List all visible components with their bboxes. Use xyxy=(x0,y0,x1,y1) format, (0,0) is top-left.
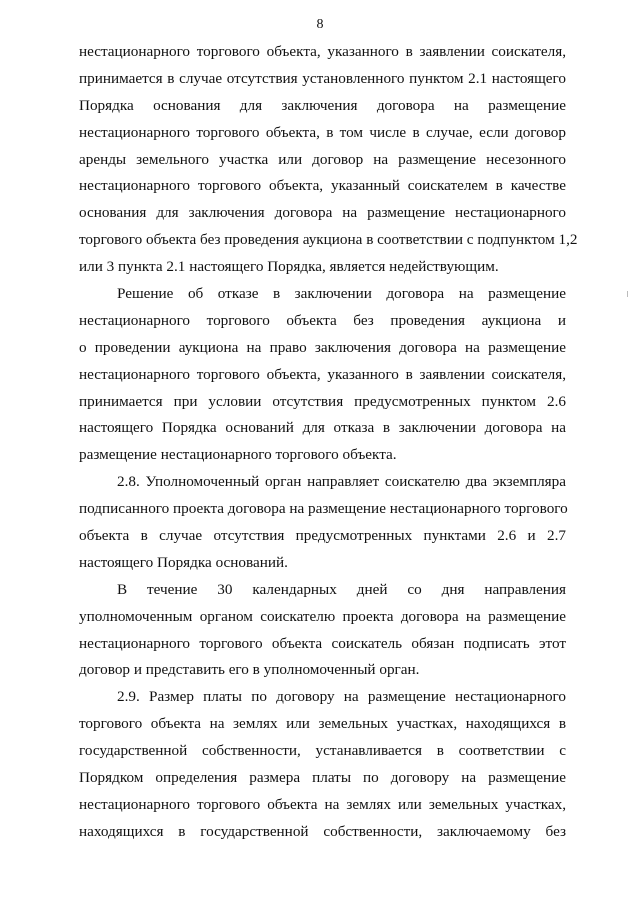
text-line: размещение нестационарного торгового объекта. xyxy=(79,446,397,464)
document-body xyxy=(79,39,578,846)
paragraph-1 xyxy=(79,39,578,281)
text-line: объекта в случае отсутствия предусмотренных пунктами 2.6 и 2.7 xyxy=(79,527,566,545)
text-line: торгового объекта без проведения аукциона в соответствии с подпунктом 1,2 xyxy=(79,231,578,249)
text-line: уполномоченным органом соискателю проекта договора на размещение xyxy=(79,607,566,625)
text-line: договор и представить его в уполномоченный орган. xyxy=(79,661,420,679)
paragraph-3 xyxy=(79,469,566,577)
text-line: 2.9. Размер платы по договору на размещение нестационарного xyxy=(117,688,566,706)
text-line: торгового объекта на землях или земельных участках, находящихся в xyxy=(79,715,566,733)
text-line: нестационарного торгового объекта, указанный соискателем в качестве xyxy=(79,177,566,195)
text-line: государственной собственности, устанавливается в соответствии с xyxy=(79,742,566,760)
text-line: Решение об отказе в заключении договора на размещение xyxy=(117,285,566,303)
text-line: настоящего Порядка оснований. xyxy=(79,553,288,571)
text-line: Порядком определения размера платы по договору на размещение xyxy=(79,769,566,787)
paragraph-5 xyxy=(79,684,566,845)
paragraph-4 xyxy=(79,577,566,685)
text-line: аренды земельного участка или договор на размещение несезонного xyxy=(79,150,566,168)
text-line: о проведении аукциона на право заключения договора на размещение xyxy=(79,338,566,356)
scan-mark xyxy=(627,291,628,297)
text-line: нестационарного торгового объекта без проведения аукциона и xyxy=(79,311,566,329)
text-line: настоящего Порядка оснований для отказа в заключении договора на xyxy=(79,419,566,437)
text-line: принимается при условии отсутствия предусмотренных пунктом 2.6 xyxy=(79,392,566,410)
text-line: нестационарного торгового объекта, указанного в заявлении соискателя, xyxy=(79,365,566,383)
text-line: находящихся в государственной собственности, заключаемому без xyxy=(79,822,566,840)
text-line: Порядка основания для заключения договора на размещение xyxy=(79,96,566,114)
text-line: нестационарного торгового объекта, указанного в заявлении соискателя, xyxy=(79,43,566,60)
text-line: 2.8. Уполномоченный орган направляет соискателю два экземпляра xyxy=(117,473,566,491)
text-line: принимается в случае отсутствия установленного пунктом 2.1 настоящего xyxy=(79,69,566,87)
text-line: нестационарного торгового объекта соискатель обязан подписать этот xyxy=(79,634,566,652)
text-line: В течение 30 календарных дней со дня направления xyxy=(117,580,566,598)
page-number: 8 xyxy=(316,17,324,32)
text-line: основания для заключения договора на размещение нестационарного xyxy=(79,204,566,222)
text-line: или 3 пункта 2.1 настоящего Порядка, является недействующим. xyxy=(79,258,499,276)
paragraph-2 xyxy=(79,281,566,469)
text-line: нестационарного торгового объекта, в том числе в случае, если договор xyxy=(79,123,566,141)
text-line: подписанного проекта договора на размещение нестационарного торгового xyxy=(79,500,568,518)
text-line: нестационарного торгового объекта на землях или земельных участках, xyxy=(79,795,566,813)
